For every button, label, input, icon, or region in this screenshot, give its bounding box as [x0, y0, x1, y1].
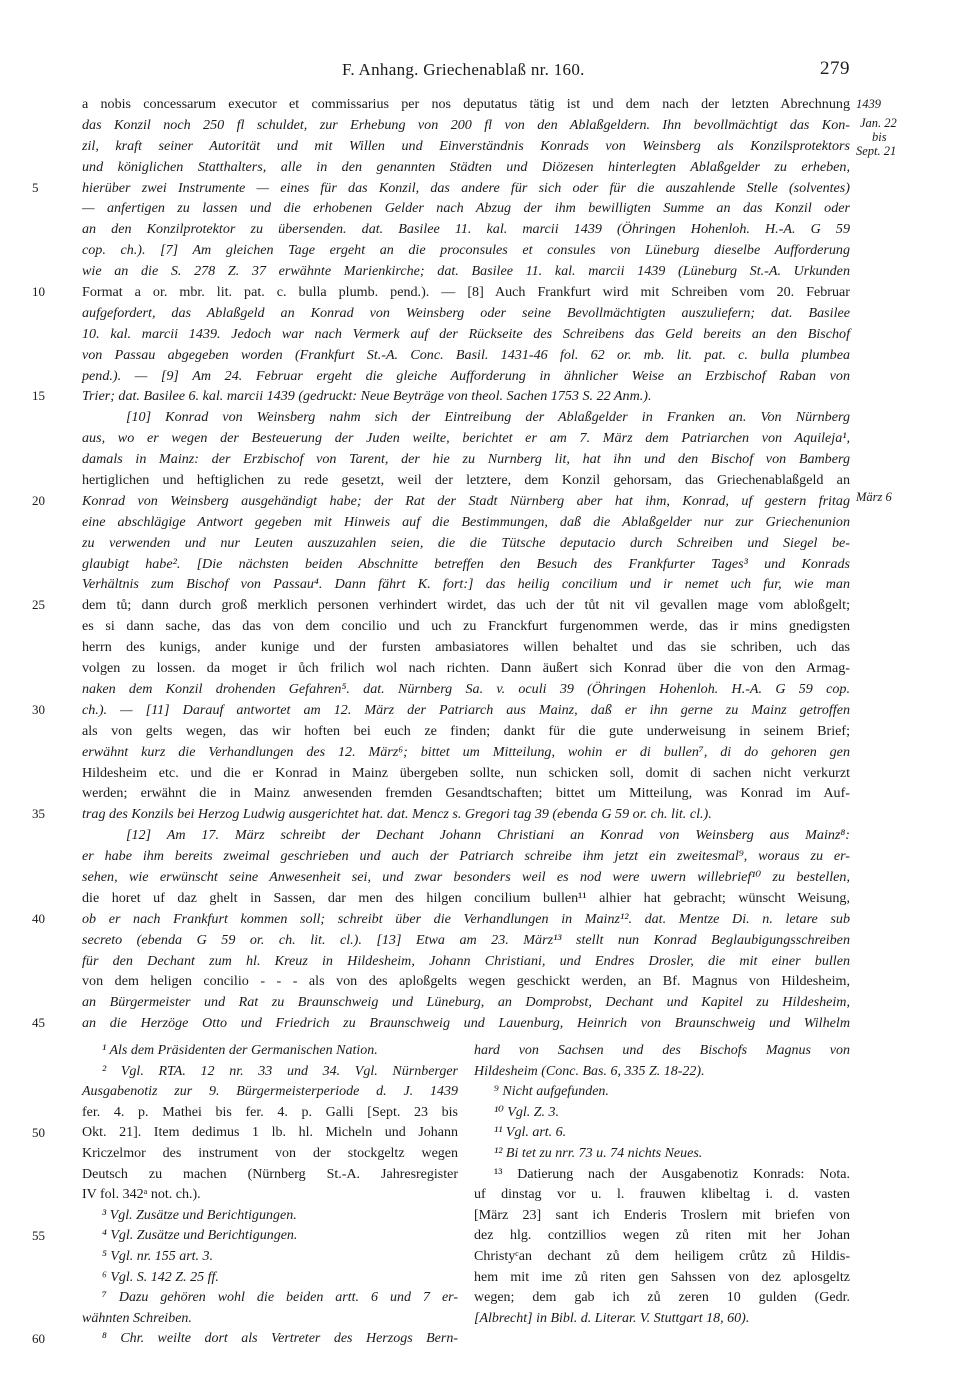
footnote-line: ⁷ Dazu gehören wohl die beiden artt. 6 und 7 er- [102, 1290, 458, 1306]
footnote-line: 55 ⁴ Vgl. Zusätze und Berichtigungen. [82, 1226, 458, 1247]
text-line: werden; erwähnt die in Mainz anwesenden fremden Gesandtschaften; bittet um Mitteilung, was Konrad im Auf- [82, 785, 850, 802]
footnote-line: ¹¹ Vgl. art. 6. [494, 1125, 567, 1141]
text-line: als von gelts wegen, das wir hoften bei euch ze finden; dankt für die gute underweisung in seinem Brief; [82, 722, 850, 739]
footnote-line: uf dinstag vor u. l. frauwen klibeltag i. d. vasten [474, 1187, 850, 1203]
text-line: 15 Trier; dat. Basilee 6. kal. marcii 1439 (gedruckt: Neue Beyträge von theol. Sachen 1753 S. 22 Anm.). [82, 386, 850, 407]
text-line: aus, wo er wegen der Besteuerung der Juden weilte, berichtet er am 7. März dem Patriarchen von Aquileja¹, [82, 430, 850, 447]
text-line: volgen zu lossen. da moget ir ůch frilich wol nach richten. Dann äußert sich Konrad über die von den Armag- [82, 660, 850, 677]
footnote-line: Hildesheim (Conc. Bas. 6, 335 Z. 18-22). [474, 1063, 705, 1079]
line-number: 20 [32, 492, 45, 508]
footnote-line: hem mit ime zů riten gen Sahssen von dez aplosgeltz [474, 1269, 850, 1285]
text-line: damals in Mainz: der Erzbischof von Tarent, der hie zu Nurnberg lit, hat ihn und den Bischof von Bamberg [82, 451, 850, 468]
footnote-line: ¹² Bi tet zu nrr. 73 u. 74 nichts Neues. [494, 1145, 703, 1161]
text-line: 20 Konrad von Weinsberg ausgehändigt habe; der Rat der Stadt Nürnberg aber hat ihm, Konrad, uf gestern fritag [82, 491, 850, 512]
line-number: 30 [32, 701, 45, 717]
text-line: und königlichen Statthalters, alle in den genannten Städten und Diözesen hinterlegten Ablaßgelder zu erheben, [82, 158, 850, 175]
text-line: von dem heligen concilio - - - als von des aploßgelts wegen geschickt werden, an Bf. Magnus von Hildesheim, [82, 973, 850, 990]
text-line: sehen, wie erwünscht seine Anwesenheit sei, und zwar besonders weil es nod were uwern willebrief¹⁰ zu bestellen, [82, 868, 850, 885]
line-number: 55 [32, 1228, 45, 1244]
line-number: 35 [32, 806, 45, 822]
text-line: an den Konzilprotektor zu übersenden. dat. Basilee 11. kal. marcii 1439 (Öhringen Hohenloh. H.-A. G 59 [82, 221, 850, 238]
line-number: 50 [32, 1125, 45, 1141]
line-number: 45 [32, 1015, 45, 1031]
text-line: Verhältnis zum Bischof von Passau⁴. Dann fährt K. fort:] das heilig concilium und ir nemet uch fur, wie man [82, 576, 850, 593]
text-line: er habe ihm bereits zweimal geschrieben und auch der Patriarch schreibe ihm jetzt ein zweitesmal⁹, woraus zu er- [82, 848, 850, 865]
margin-note-sept: Sept. 21 [856, 144, 897, 158]
footnote-line: fer. 4. p. Mathei bis fer. 4. p. Galli [Sept. 23 bis [82, 1104, 458, 1120]
margin-note-jan: Jan. 22 [860, 116, 897, 130]
text-line: naken dem Konzil drohenden Gefahren⁵. dat. Nürnberg Sa. v. oculi 39 (Öhringen Hohenloh. H.-A. G 59 cop. [82, 680, 850, 697]
text-line: — anfertigen zu lassen und die erhobenen Gelder nach Abzug der ihm bewilligten Summe an das Konzil oder [82, 200, 850, 217]
footnote-line: [Albrecht] in Bibl. d. Literar. V. Stuttgart 18, 60). [474, 1310, 750, 1326]
footnotes-right [474, 1041, 850, 1329]
text-line: cop. ch.). [7] Am gleichen Tage ergeht an die proconsules et consules von Lüneburg dieselbe Aufforderung [82, 242, 850, 259]
footnote-line: ³ Vgl. Zusätze und Berichtigungen. [102, 1207, 297, 1223]
text-line: eine abschlägige Antwort gegeben mit Hinweis auf die Bestimmungen, daß die Ablaßgelder nur zur Griechenunion [82, 513, 850, 530]
footnote-line: ¹ Als dem Präsidenten der Germanischen Nation. [102, 1043, 378, 1058]
footnote-line: Deutsch zu machen (Nürnberg St.-A. Jahresregister [82, 1166, 458, 1182]
footnote-line: wegen; dem gab ich zů zeren 10 gulden (Gedr. [474, 1290, 850, 1306]
text-line: glaubigt habe². [Die nächsten beiden Abschnitte betreffen den Besuch des Frankfurter Tages³ und Konrads [82, 555, 850, 572]
line-number: 60 [32, 1331, 45, 1347]
text-line: 45 an die Herzöge Otto und Friedrich zu Braunschweig und Lauenburg, Heinrich von Braunschweig und Wilhelm [82, 1013, 850, 1034]
body-text [32, 94, 850, 1034]
footnote-line: ⁵ Vgl. nr. 155 art. 3. [102, 1248, 214, 1264]
footnote-line: Kriczelmor des instrument von der stockgeltz wegen [82, 1145, 458, 1161]
footnote-line: Ausgabenotiz zur 9. Bürgermeisterperiode d. J. 1439 [82, 1084, 458, 1100]
footnote-line: 60 ⁸ Chr. weilte dort als Vertreter des Herzogs Bern- [82, 1329, 458, 1350]
footnote-line: [März 23] sant ich Enderis Troslern mit briefen von [474, 1207, 850, 1223]
line-number: 40 [32, 910, 45, 926]
text-line: wie an die S. 278 Z. 37 erwähnte Marienkirche; dat. Basilee 11. kal. marcii 1439 (Lüneburg St.-A. Urkunden [82, 263, 850, 280]
text-line: a nobis concessarum executor et commissarius per nos deputatus tätig ist und dem nach der letzten Abrechnung [82, 96, 850, 112]
footnotes-left [32, 1041, 458, 1350]
running-header [82, 60, 850, 82]
running-title: F. Anhang. Griechenablaß nr. 160. [342, 60, 585, 79]
text-line: aufgefordert, das Ablaßgeld an Konrad von Weinsberg oder seine Bevollmächtigten auszuliefern; dat. Basilee [82, 304, 850, 321]
text-line: zu verwenden und nur Leuten auszuzahlen seien, die die Tütsche deputacio durch Schreiben und Siegel be- [82, 534, 850, 551]
text-line: für den Dechant zum hl. Kreuz in Hildesheim, Johann Christiani, und Endres Drosler, die mit einer bullen [82, 952, 850, 969]
footnote-line: ¹⁰ Vgl. Z. 3. [494, 1104, 560, 1120]
footnote-line: ¹³ Datierung nach der Ausgabenotiz Konrads: Nota. [494, 1166, 850, 1182]
text-line: erwähnt kurz die Verhandlungen des 12. März⁶; bittet um Mitteilung, wohin er di bullen⁷, di do gehoren gen [82, 743, 850, 760]
footnote-line: dez hlg. contzillios wegen zů riten mit her Johan [474, 1228, 850, 1244]
text-line: das Konzil noch 250 fl schuldet, zur Erhebung von 200 fl von den Ablaßgeldern. Ihn bevollmächtigt das Kon- [82, 116, 850, 133]
text-line: 35 trag des Konzils bei Herzog Ludwig ausgerichtet hat. dat. Mencz s. Gregori tag 39 (ebenda G 59 or. ch. lit. cl.). [82, 804, 850, 825]
margin-note-bis: bis [872, 130, 887, 144]
text-line: herrn des kunigs, ander kunige und der fursten ambasiatores willen behaltet und das sie schriben, uch das [82, 639, 850, 656]
text-line: pend.). — [9] Am 24. Februar ergeht die gleiche Aufforderung in ähnlicher Weise an Erzbischof Raban von [82, 367, 850, 384]
text-line: [10] Konrad von Weinsberg nahm sich der Eintreibung der Ablaßgelder in Franken an. Von Nürnberg [126, 409, 850, 426]
text-line: 5 hierüber zwei Instrumente — eines für das Konzil, das andere für sich oder für die auszahlende Stelle (solventes) [82, 178, 850, 199]
margin-note-maerz: März 6 [856, 490, 892, 504]
footnote-line: 50 Okt. 21]. Item dedimus 1 lb. hl. Micheln und Johann [82, 1123, 458, 1144]
text-line: es si dann sache, das das von dem concilio und uch zu Franckfurt furgenommen werde, das ir mins gnedigsten [82, 618, 850, 635]
line-number: 10 [32, 284, 45, 300]
footnote-line: ⁶ Vgl. S. 142 Z. 25 ff. [102, 1269, 219, 1285]
footnote-line: hard von Sachsen und des Bischofs Magnus von [474, 1043, 850, 1058]
footnote-line: ⁹ Nicht aufgefunden. [494, 1084, 609, 1100]
text-line: die horet uf daz ghelt in Sassen, dar men des hilgen concilium bullen¹¹ alhier hat gebracht; wünscht Weisung, [82, 889, 850, 906]
text-line: zil, kraft seiner Autorität und mit Willen und Einverständnis Konrads von Weinsberg als Konzilsprotektors [82, 137, 850, 154]
footnote-line: ² Vgl. RTA. 12 nr. 33 und 34. Vgl. Nürnberger [102, 1063, 458, 1079]
margin-note-year: 1439 [856, 97, 881, 111]
line-number: 5 [32, 179, 39, 195]
text-line: 10 Format a or. mbr. lit. pat. c. bulla plumb. pend.). — [8] Auch Frankfurt wird mit Schreiben vom 20. Februar [82, 282, 850, 303]
text-line: Hildesheim etc. und die er Konrad in Mainz übergeben sollte, nun schicken soll, domit di sachen nicht verkurzt [82, 764, 850, 781]
text-line: 30 ch.). — [11] Darauf antwortet am 12. März der Patriarch aus Mainz, daß er ihn gerne zu Mainz getroffen [82, 700, 850, 721]
text-line: 25 dem tů; dann durch groß merklich personen verhindert wirdet, das uch der tůt nit vil gevallen mage vom abloßgelt; [82, 595, 850, 616]
text-line: 40 ob er nach Frankfurt kommen soll; schreibt über die Verhandlungen in Mainz¹². dat. Mentze Di. n. letare sub [82, 909, 850, 930]
page-number: 279 [820, 58, 850, 79]
text-line: secreto (ebenda G 59 or. ch. lit. cl.). [13] Etwa am 23. März¹³ stellt nun Konrad Beglaubigungsschreiben [82, 931, 850, 948]
footnote-line: IV fol. 342ᵃ not. ch.). [82, 1187, 201, 1203]
line-number: 25 [32, 597, 45, 613]
footnote-line: wähnten Schreiben. [82, 1310, 192, 1326]
text-line: von Passau abgegeben worden (Frankfurt St.-A. Conc. Basil. 1431-46 fol. 62 or. mb. lit. pat. c. bulla plumbea [82, 346, 850, 363]
text-line: an Bürgermeister und Rat zu Braunschweig und Lüneburg, an Domprobst, Dechant und Kapitel zu Hildesheim, [82, 994, 850, 1011]
text-line: hertiglichen und heftiglichen zu rede gesetzt, weil der letztere, dem Konzil gehorsam, das Griechenablaßgeld an [82, 472, 850, 489]
text-line: 10. kal. marcii 1439. Jedoch war nach Vermerk auf der Rückseite des Schreibens das Geld bereits an den Bischof [82, 325, 850, 342]
text-line: [12] Am 17. März schreibt der Dechant Johann Christiani an Konrad von Weinsberg aus Mainz⁸: [126, 827, 850, 844]
line-number: 15 [32, 388, 45, 404]
footnote-line: Christyᶜan dechant zů dem heiligem crůtz zů Hildis- [474, 1248, 850, 1264]
